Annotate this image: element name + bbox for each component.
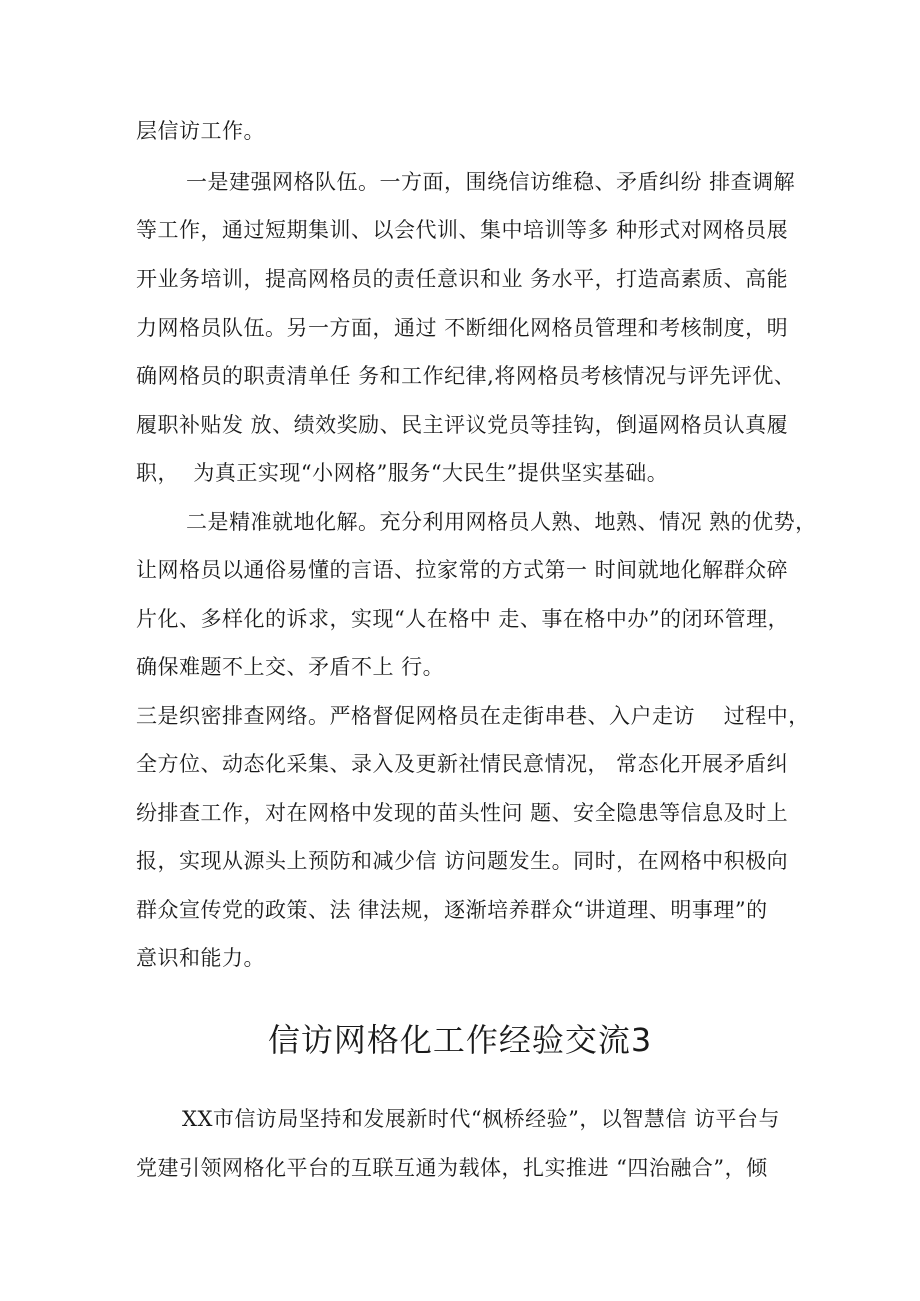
paragraph-3-first-line: 三是织密排查网络。严格督促网格员在走街串巷、入户走访 过程中， [136,704,810,728]
text-line: 报，实现从源头上预防和减少信 访问题发生。同时，在网格中积极向 [136,849,789,873]
text-line: 纷排查工作，对在网格中发现的苗头性问 题、安全隐患等信息及时上 [136,801,789,825]
text-line: 意识和能力。 [136,946,265,970]
paragraph-1-first-line: 一是建强网格队伍。一方面，围绕信访维稳、矛盾纠纷 排查调解 [186,170,796,194]
text-line: 党建引领网格化平台的互联互通为载体，扎实推进 “四治融合”，倾 [136,1156,768,1180]
text-line: 开业务培训，提高网格员的责任意识和业 务水平，打造高素质、高能 [136,267,789,291]
text-line: 确网格员的职责清单任 务和工作纪律,将网格员考核情况与评先评优、 [136,364,796,388]
text-line: 职， 为真正实现“小网格”服务“大民生”提供坚实基础。 [136,461,669,485]
text-line: 全方位、动态化采集、录入及更新社情民意情况， 常态化开展矛盾纠 [136,752,789,776]
text-line: 层信访工作。 [136,119,265,143]
text-line: 群众宣传党的政策、法 律法规，逐渐培养群众“讲道理、明事理”的 [136,898,768,922]
section-heading: 信访网格化工作经验交流3 [267,1021,653,1059]
text-line: 等工作，通过短期集训、以会代训、集中培训等多 种形式对网格员展 [136,218,789,242]
text-line: 力网格员队伍。另一方面，通过 不断细化网格员管理和考核制度，明 [136,316,789,340]
text-line: 让网格员以通俗易懂的言语、拉家常的方式第一 时间就地化解群众碎 [136,558,789,582]
text-line: 片化、多样化的诉求，实现“人在格中 走、事在格中办”的闭环管理， [136,607,790,631]
text-line: 确保难题不上交、矛盾不上 行。 [136,655,445,679]
text-line: 履职补贴发 放、绩效奖励、民主评议党员等挂钩，倒逼网格员认真履 [136,413,789,437]
paragraph-4-first-line: XX市信访局坚持和发展新时代“枫桥经验”，以智慧信 访平台与 [182,1107,781,1131]
paragraph-2-first-line: 二是精准就地化解。充分利用网格员人熟、地熟、情况 熟的优势， [186,510,817,534]
